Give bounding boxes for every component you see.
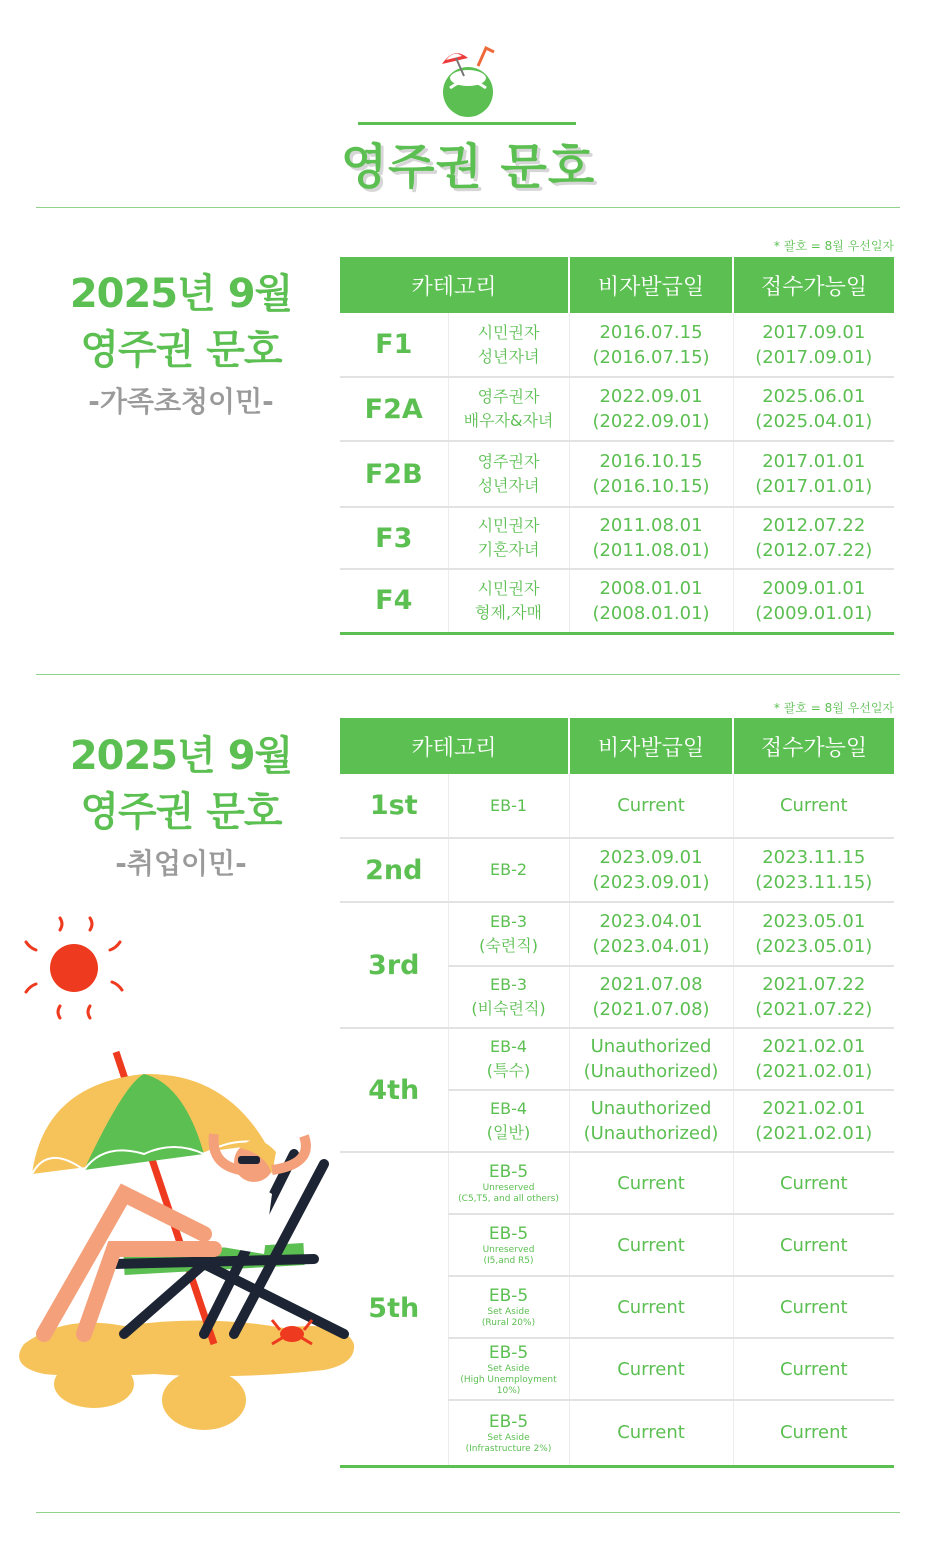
category-desc-text: (C5,T5, and all others) [458, 1194, 559, 1204]
preference-label-text: 5th [368, 1293, 420, 1325]
preference-label-text: 4th [368, 1074, 420, 1106]
column-header: 접수가능일 [733, 718, 894, 774]
filing-date-text: 2012.07.22 [762, 515, 866, 536]
table-row [340, 377, 894, 441]
final-action-date-text: Current [617, 1172, 685, 1194]
category-desc-text: 영주권자 [477, 387, 540, 406]
filing-date-text: 2009.01.01 [762, 577, 866, 599]
category-desc-text: 형제,자매 [475, 602, 542, 622]
category-desc-text: 기혼자녀 [477, 540, 540, 559]
category-desc-text: (High Unemployment 10%) [460, 1374, 557, 1396]
category-desc [448, 902, 569, 966]
final-action-date-text: 2023.09.01 [599, 847, 703, 868]
final-action-date-text: (2021.07.08) [592, 999, 710, 1020]
final-action-date [569, 1338, 733, 1400]
filing-date [733, 569, 894, 633]
filing-date [733, 1276, 894, 1338]
final-action-date-text: Current [617, 795, 685, 816]
final-action-date [569, 377, 733, 441]
final-action-date [569, 441, 733, 507]
column-header: 비자발급일 [569, 718, 733, 774]
filing-date [733, 838, 894, 902]
filing-date [733, 441, 894, 507]
category-desc [448, 313, 569, 377]
final-action-date-text: (Unauthorized) [583, 1123, 719, 1144]
filing-date [733, 1338, 894, 1400]
category-desc [448, 507, 569, 569]
final-action-date-text: Unauthorized [590, 1098, 712, 1119]
final-action-date-text: 2021.07.08 [599, 974, 703, 995]
category-desc [448, 1338, 569, 1400]
category-desc-text: EB-4 [489, 1099, 528, 1118]
category-desc-text: EB-4 [489, 1037, 528, 1056]
filing-date [733, 377, 894, 441]
category-desc-text: (Rural 20%) [481, 1318, 536, 1328]
final-action-date-text: (2008.01.01) [592, 602, 710, 624]
category-code-text: F2A [364, 393, 423, 425]
filing-date-text: 2021.02.01 [762, 1098, 866, 1119]
category-desc [448, 441, 569, 507]
category-desc-text: 배우자&자녀 [463, 411, 554, 430]
final-action-date-text: 2023.04.01 [599, 911, 703, 932]
category-desc-text: Set Aside [487, 1432, 530, 1443]
final-action-date-text: 2008.01.01 [599, 577, 703, 599]
table-row [340, 313, 894, 377]
category-desc [448, 1276, 569, 1338]
final-action-date-text: Current [617, 1422, 685, 1444]
employment-table [340, 718, 894, 1468]
final-action-date-text: 2022.09.01 [599, 386, 703, 407]
filing-date-text: 2023.05.01 [762, 911, 866, 932]
category-desc-text: Set Aside [487, 1363, 530, 1374]
family-heading-line1: 2025년 9월 [69, 271, 293, 317]
filing-date-text: 2017.09.01 [762, 321, 866, 343]
category-code [340, 441, 448, 507]
filing-date-text: Current [779, 1234, 848, 1256]
category-desc-text: EB-5 [488, 1342, 529, 1363]
family-note: * 괄호 = 8월 우선일자 [773, 239, 894, 253]
category-desc-text: 성년자녀 [477, 346, 540, 366]
coconut-drink-icon [434, 44, 504, 120]
filing-date-text: (2021.02.01) [755, 1123, 873, 1144]
category-desc-text: (비숙련직) [471, 999, 546, 1018]
category-desc-text: 성년자녀 [477, 476, 540, 495]
table-row [340, 1028, 894, 1090]
category-code-text: F3 [375, 522, 413, 554]
category-desc-text: Unreserved [482, 1183, 535, 1193]
category-code-text: F1 [375, 329, 413, 360]
column-header: 카테고리 [340, 718, 569, 774]
filing-date-text: 2021.07.22 [762, 974, 866, 995]
category-code-text: F4 [375, 585, 413, 617]
filing-date [733, 1152, 894, 1214]
category-code [340, 313, 448, 377]
category-desc-text: (Infrastructure 2%) [465, 1443, 552, 1454]
family-heading-line2: 영주권 문호 [80, 327, 282, 373]
table-row [340, 902, 894, 966]
category-desc [448, 377, 569, 441]
filing-date-text: (2009.01.01) [755, 602, 873, 624]
employment-heading-line1: 2025년 9월 [69, 733, 293, 779]
final-action-date-text: (2016.07.15) [592, 346, 710, 368]
divider [36, 674, 900, 675]
category-code [340, 507, 448, 569]
column-header: 접수가능일 [733, 257, 894, 313]
final-action-date [569, 569, 733, 633]
final-action-date-text: (2022.09.01) [592, 411, 710, 432]
final-action-date [569, 1276, 733, 1338]
filing-date-text: Current [779, 1422, 848, 1444]
crab-icon [268, 1316, 316, 1346]
category-desc-text: 시민권자 [477, 322, 540, 342]
column-header: 카테고리 [340, 257, 569, 313]
category-code [340, 569, 448, 633]
table-row [340, 441, 894, 507]
category-code [340, 377, 448, 441]
beach-chair-illustration [4, 1044, 360, 1440]
category-desc-text: EB-2 [489, 860, 528, 879]
table-row [340, 1152, 894, 1214]
preference-label-text: 3rd [368, 949, 420, 981]
final-action-date [569, 1090, 733, 1152]
divider [36, 207, 900, 208]
final-action-date [569, 966, 733, 1028]
column-header: 비자발급일 [569, 257, 733, 313]
filing-date-text: (2023.11.15) [755, 872, 873, 893]
category-code-text: F2B [364, 458, 423, 490]
divider [36, 1512, 900, 1513]
final-action-date-text: 2016.07.15 [599, 321, 703, 343]
final-action-date-text: Current [617, 1234, 685, 1256]
family-heading [36, 266, 326, 420]
filing-date-text: Current [779, 1296, 848, 1318]
category-desc [448, 1090, 569, 1152]
filing-date [733, 1028, 894, 1090]
filing-date [733, 507, 894, 569]
category-desc-text: 시민권자 [477, 578, 540, 598]
final-action-date-text: Unauthorized [590, 1036, 712, 1057]
category-desc-text: Unreserved [482, 1245, 535, 1255]
filing-date-text: Current [779, 1172, 848, 1194]
filing-date [733, 1214, 894, 1276]
employment-note: * 괄호 = 8월 우선일자 [773, 701, 894, 715]
final-action-date [569, 1152, 733, 1214]
category-desc [448, 966, 569, 1028]
family-table [340, 257, 894, 635]
final-action-date [569, 902, 733, 966]
filing-date [733, 313, 894, 377]
title-underline [358, 122, 576, 125]
category-desc-text: EB-5 [488, 1224, 529, 1244]
family-subheading: -가족초청이민- [88, 385, 274, 418]
final-action-date [569, 507, 733, 569]
category-desc-text: (숙련직) [479, 936, 538, 955]
filing-date [733, 774, 894, 838]
category-desc-text: Set Aside [487, 1307, 530, 1317]
final-action-date-text: 2011.08.01 [599, 515, 703, 536]
filing-date-text: (2025.04.01) [755, 411, 873, 432]
filing-date-text: Current [779, 1358, 848, 1380]
preference-label [340, 774, 448, 838]
category-desc-text: EB-5 [488, 1411, 529, 1432]
category-desc-text: (일반) [486, 1123, 531, 1142]
table-row [340, 569, 894, 633]
preference-label [340, 902, 448, 1028]
filing-date-text: 2023.11.15 [762, 847, 866, 868]
filing-date-text: (2021.07.22) [755, 999, 873, 1020]
filing-date [733, 902, 894, 966]
final-action-date-text: Current [617, 1296, 685, 1318]
preference-label-text: 1st [369, 790, 418, 821]
final-action-date-text: (2016.10.15) [592, 476, 710, 497]
category-desc-text: EB-1 [489, 795, 528, 815]
filing-date-text: Current [779, 795, 848, 816]
table-header-row [340, 718, 894, 774]
final-action-date-text: (2023.09.01) [592, 872, 710, 893]
category-desc [448, 1400, 569, 1466]
table-row [340, 838, 894, 902]
filing-date [733, 1400, 894, 1466]
employment-heading [36, 728, 326, 882]
filing-date-text: 2025.06.01 [762, 386, 866, 407]
filing-date-text: (2017.01.01) [755, 476, 873, 497]
category-desc-text: EB-3 [489, 975, 528, 994]
category-desc [448, 1028, 569, 1090]
category-desc [448, 1152, 569, 1214]
filing-date-text: (2021.02.01) [755, 1061, 873, 1082]
preference-label [340, 838, 448, 902]
category-desc [448, 774, 569, 838]
category-desc [448, 569, 569, 633]
category-desc-text: (특수) [486, 1061, 531, 1080]
category-desc-text: (I5,and R5) [483, 1256, 534, 1266]
category-desc [448, 838, 569, 902]
final-action-date-text: (2011.08.01) [592, 540, 710, 561]
sun-icon [20, 912, 130, 1022]
final-action-date-text: Current [617, 1358, 685, 1380]
final-action-date [569, 1028, 733, 1090]
final-action-date [569, 313, 733, 377]
final-action-date [569, 838, 733, 902]
final-action-date [569, 774, 733, 838]
filing-date [733, 966, 894, 1028]
employment-heading-line2: 영주권 문호 [80, 789, 282, 835]
category-desc [448, 1214, 569, 1276]
final-action-date [569, 1400, 733, 1466]
category-desc-text: 영주권자 [477, 452, 540, 471]
category-desc-text: EB-5 [488, 1286, 529, 1306]
final-action-date-text: 2016.10.15 [599, 451, 703, 472]
final-action-date-text: (Unauthorized) [583, 1061, 719, 1082]
filing-date-text: (2012.07.22) [755, 540, 873, 561]
employment-subheading: -취업이민- [115, 847, 247, 880]
final-action-date [569, 1214, 733, 1276]
table-header-row [340, 257, 894, 313]
table-row [340, 774, 894, 838]
final-action-date-text: (2023.04.01) [592, 936, 710, 957]
filing-date-text: (2017.09.01) [755, 346, 873, 368]
category-desc-text: EB-5 [488, 1162, 529, 1182]
preference-label-text: 2nd [365, 854, 423, 886]
table-row [340, 507, 894, 569]
filing-date-text: (2023.05.01) [755, 936, 873, 957]
category-desc-text: EB-3 [489, 912, 528, 931]
category-desc-text: 시민권자 [477, 516, 540, 535]
filing-date-text: 2021.02.01 [762, 1036, 866, 1057]
filing-date-text: 2017.01.01 [762, 451, 866, 472]
filing-date [733, 1090, 894, 1152]
page-title: 영주권 문호 [340, 139, 596, 195]
